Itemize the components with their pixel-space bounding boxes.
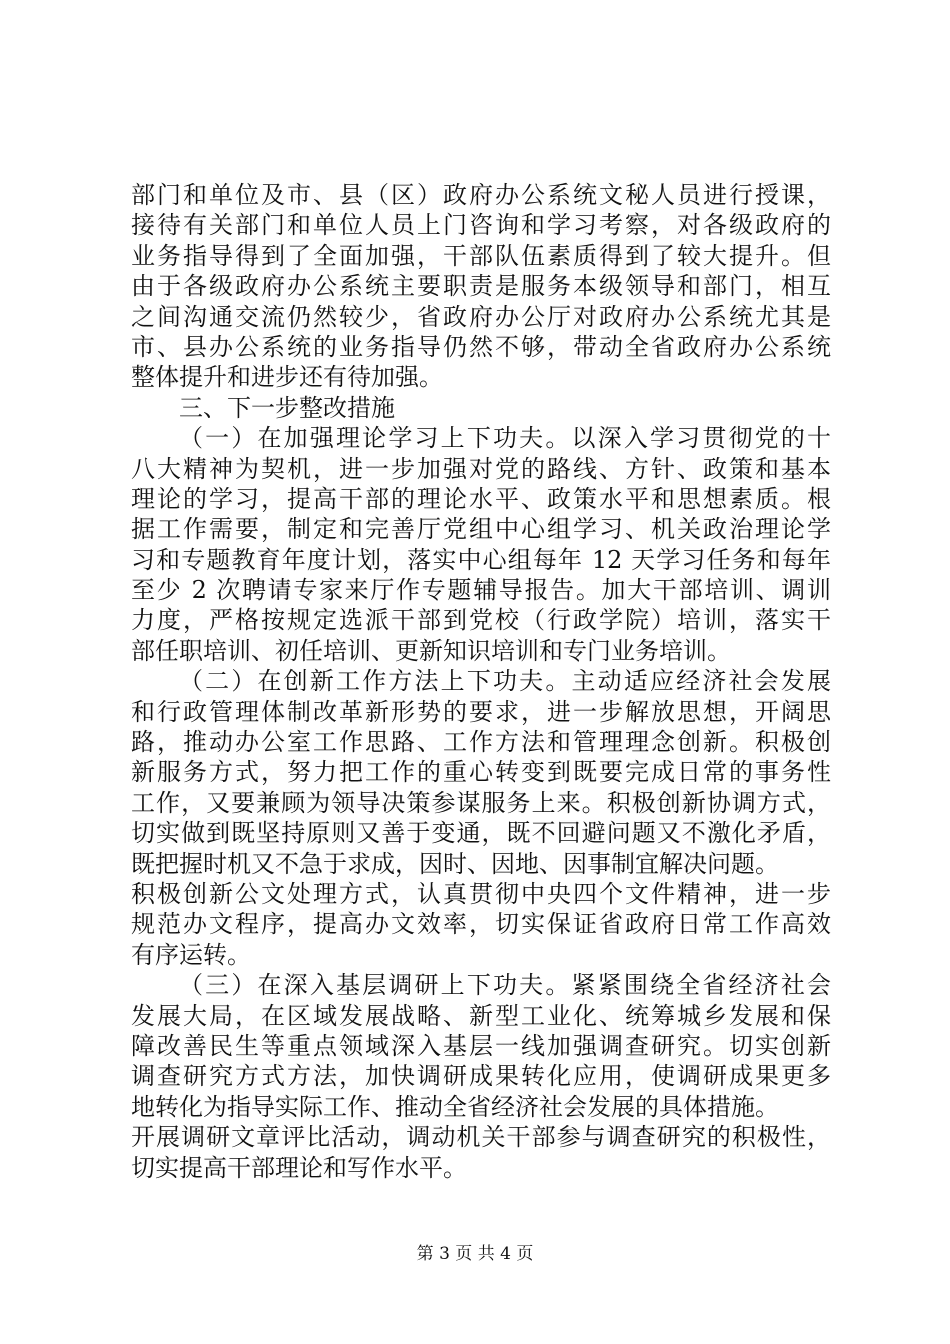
text-line: 路，推动办公室工作思路、工作方法和管理理念创新。积极创: [131, 728, 831, 757]
text-line: 由于各级政府办公系统主要职责是服务本级领导和部门，相互: [131, 272, 831, 301]
text-line: 规范办文程序，提高办文效率，切实保证省政府日常工作高效: [131, 910, 831, 939]
text-line: 障改善民生等重点领域深入基层一线加强调查研究。切实创新: [131, 1031, 831, 1060]
text-line: 业务指导得到了全面加强，干部队伍素质得到了较大提升。但: [131, 241, 831, 270]
text-line: 有序运转。: [131, 940, 251, 969]
text-line: 部门和单位及市、县（区）政府办公系统文秘人员进行授课，: [131, 181, 831, 209]
text-line: 习和专题教育年度计划，落实中心组每年 12 天学习任务和每年: [131, 545, 831, 574]
text-line: 整体提升和进步还有待加强。: [131, 363, 443, 392]
paragraph-first-line: （二）在创新工作方法上下功夫。主动适应经济社会发展: [179, 667, 831, 696]
text-line: 和行政管理体制改革新形势的要求，进一步解放思想，开阔思: [131, 697, 831, 726]
text-line: 既把握时机又不急于求成，因时、因地、因事制宜解决问题。: [131, 849, 779, 878]
text-line: 切实做到既坚持原则又善于变通，既不回避问题又不激化矛盾，: [131, 819, 831, 848]
text-line: 之间沟通交流仍然较少，省政府办公厅对政府办公系统尤其是: [131, 302, 831, 331]
text-line: 市、县办公系统的业务指导仍然不够，带动全省政府办公系统: [131, 332, 831, 361]
text-line: 工作，又要兼顾为领导决策参谋服务上来。积极创新协调方式，: [131, 788, 831, 817]
text-line: 至少 2 次聘请专家来厅作专题辅导报告。加大干部培训、调训: [131, 576, 831, 605]
text-line: 积极创新公文处理方式，认真贯彻中央四个文件精神，进一步: [131, 879, 831, 908]
section-heading: 三、下一步整改措施: [179, 393, 395, 422]
text-line: 调查研究方式方法，加快调研成果转化应用，使调研成果更多: [131, 1062, 831, 1091]
text-line: 新服务方式，努力把工作的重心转变到既要完成日常的事务性: [131, 758, 831, 787]
text-line: 力度，严格按规定选派干部到党校（行政学院）培训，落实干: [131, 606, 831, 635]
text-line: 八大精神为契机，进一步加强对党的路线、方针、政策和基本: [131, 454, 831, 483]
paragraph-first-line: （一）在加强理论学习上下功夫。以深入学习贯彻党的十: [179, 424, 831, 453]
page-footer: 第 3 页 共 4 页: [416, 1244, 534, 1264]
text-line: 发展大局，在区域发展战略、新型工业化、统筹城乡发展和保: [131, 1001, 831, 1030]
text-line: 地转化为指导实际工作、推动全省经济社会发展的具体措施。: [131, 1092, 779, 1121]
text-line: 部任职培训、初任培训、更新知识培训和专门业务培训。: [131, 636, 731, 665]
text-line: 开展调研文章评比活动，调动机关干部参与调查研究的积极性，: [131, 1123, 831, 1152]
text-line: 接待有关部门和单位人员上门咨询和学习考察，对各级政府的: [131, 211, 831, 240]
text-line: 切实提高干部理论和写作水平。: [131, 1153, 467, 1182]
body-text: [131, 180, 831, 1183]
paragraph-first-line: （三）在深入基层调研上下功夫。紧紧围绕全省经济社会: [179, 971, 831, 1000]
text-line: 据工作需要，制定和完善厅党组中心组学习、机关政治理论学: [131, 515, 831, 544]
text-line: 理论的学习，提高干部的理论水平、政策水平和思想素质。根: [131, 484, 831, 513]
